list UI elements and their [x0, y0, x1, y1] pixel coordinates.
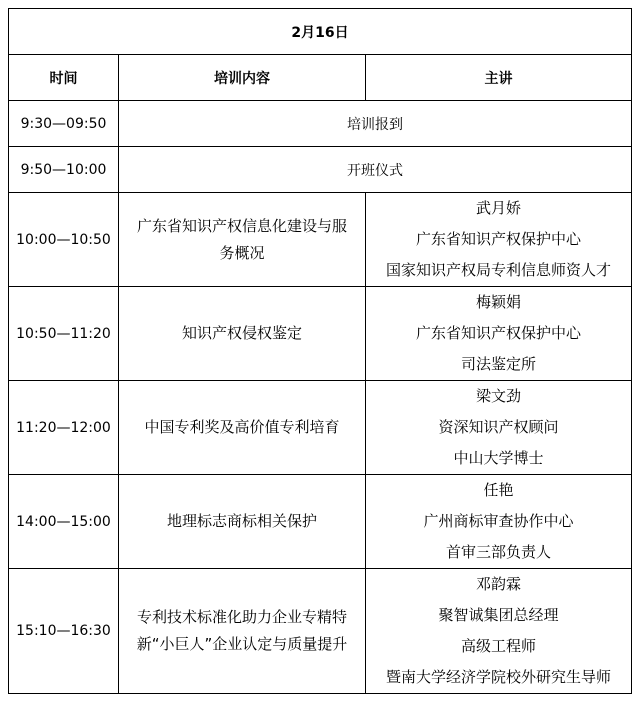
content-line: 知识产权侵权鉴定	[181, 324, 302, 342]
table-row	[9, 569, 632, 694]
speaker-line: 广州商标审查协作中心	[423, 512, 574, 530]
content-line: 广东省知识产权信息化建设与服	[136, 216, 347, 235]
date-row	[9, 9, 632, 55]
speaker-line: 暨南大学经济学院校外研究生导师	[385, 668, 611, 686]
table-row	[9, 381, 632, 475]
merged-cell: 培训报到	[119, 101, 632, 147]
speaker-cell	[366, 475, 632, 569]
speaker-line: 中山大学博士	[453, 449, 544, 467]
column-header-row	[9, 55, 632, 101]
speaker-name: 任艳	[483, 481, 514, 499]
speaker-name: 梁文劲	[475, 387, 521, 405]
speaker-line: 广东省知识产权保护中心	[415, 230, 581, 248]
time-cell: 10:50—11:20	[9, 287, 119, 381]
content-column-header: 培训内容	[119, 55, 366, 101]
content-cell	[119, 475, 366, 569]
speaker-line: 高级工程师	[460, 637, 536, 655]
content-line: 地理标志商标相关保护	[166, 512, 317, 530]
time-cell: 14:00—15:00	[9, 475, 119, 569]
table-row	[9, 287, 632, 381]
content-cell	[119, 381, 366, 475]
speaker-line: 广东省知识产权保护中心	[415, 324, 581, 342]
content-cell	[119, 287, 366, 381]
speaker-cell	[366, 287, 632, 381]
content-line: 新“小巨人”企业认定与质量提升	[136, 635, 348, 653]
time-cell: 11:20—12:00	[9, 381, 119, 475]
speaker-line: 聚智诚集团总经理	[438, 606, 559, 624]
time-cell: 15:10—16:30	[9, 569, 119, 694]
content-cell	[119, 569, 366, 694]
speaker-cell	[366, 193, 632, 287]
speaker-line: 资深知识产权顾问	[438, 418, 559, 436]
table-row	[9, 475, 632, 569]
speaker-line: 国家知识产权局专利信息师资人才	[385, 261, 611, 279]
time-cell: 9:30—09:50	[9, 101, 119, 147]
speaker-line: 首审三部负责人	[445, 543, 551, 561]
content-line: 中国专利奖及高价值专利培育	[144, 418, 340, 436]
table-row	[9, 147, 632, 193]
speaker-column-header: 主讲	[366, 55, 632, 101]
time-column-header: 时间	[9, 55, 119, 101]
speaker-cell	[366, 381, 632, 475]
content-line: 务概况	[219, 243, 265, 262]
content-cell	[119, 193, 366, 287]
table-row	[9, 101, 632, 147]
table-row	[9, 193, 632, 287]
speaker-name: 梅颖娟	[475, 293, 521, 311]
schedule-table	[8, 8, 632, 694]
content-line: 专利技术标准化助力企业专精特	[136, 608, 347, 626]
speaker-name: 邓韵霖	[475, 575, 521, 593]
speaker-name: 武月娇	[475, 199, 521, 217]
speaker-cell	[366, 569, 632, 694]
merged-cell: 开班仪式	[119, 147, 632, 193]
date-header: 2月16日	[9, 9, 632, 55]
time-cell: 9:50—10:00	[9, 147, 119, 193]
speaker-line: 司法鉴定所	[460, 355, 536, 373]
time-cell: 10:00—10:50	[9, 193, 119, 287]
